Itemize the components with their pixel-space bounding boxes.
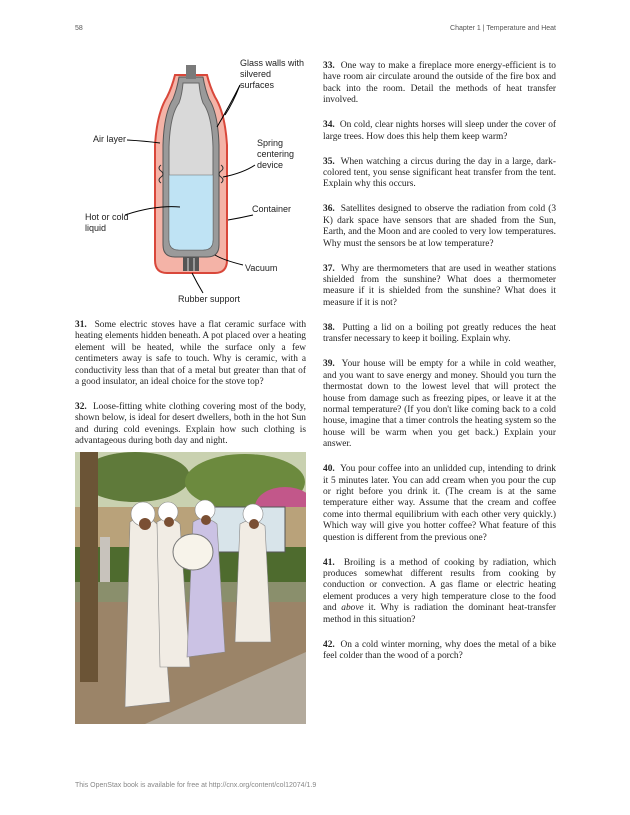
right-column-questions [323,61,556,676]
label-glass-walls: Glass walls with silvered surfaces [240,58,305,90]
left-column-questions [75,320,306,461]
question-37: 37. Why are thermometers that are used in weather stations shielded from the sunshine? What does a thermometer measure if it is shielded from the sunshine? What does it measure if it is not? [323,263,556,308]
question-41: 41. Broiling is a method of cooking by radiation, which produces somewhat different results from cooking by conduction or convection. A gas flame or electric heating element produces a very high temperature close to the food and above it. Why is radiation the dominant heat-transfer method in this situation? [323,557,557,625]
label-liquid: Hot or cold liquid [85,212,129,233]
thermos-diagram [75,55,306,310]
running-header: Chapter 1 | Temperature and Heat [450,25,556,32]
question-38: 38. Putting a lid on a boiling pot greatly reduces the heat transfer necessary to keep it boiling. Explain why. [323,322,557,345]
question-36: 36. Satellites designed to observe the radiation from cold (3 K) dark space have sensors that are shaded from the Sun, Earth, and the Moon and are cooled to very low temperatures. Why must the sensors be at low temperature? [323,204,557,249]
question-42: 42. On a cold winter morning, why does the metal of a bike feel colder than the wood of a porch? [323,639,557,661]
label-spring: Spring centering device [257,138,295,170]
question-31: 31. Some electric stoves have a flat ceramic surface with heating elements hidden beneath. A pot placed over a heating element will be heated, while the surface only a few centimeters away is safe to touch. Why is ceramic, with a conductivity less than that of a metal but greater than that of a good insulator, an ideal choice for the stove top? [75,320,307,388]
label-air-layer: Air layer [93,134,127,144]
question-34: 34. On cold, clear nights horses will sleep under the cover of large trees. How does this help them keep warm? [323,120,556,142]
question-39: 39. Your house will be empty for a while in cold weather, and you want to save energy and money. Should you turn the thermostat down to the lowest level that will protect the house from damage such as freezing pipes, or leave it at the normal temperature? (If you don't like coming back to a cold house, imagine that a timer controls the heating system so the house will be warm when you get back.) Explain your answer. [323,359,556,450]
question-35: 35. When watching a circus during the day in a large, dark-colored tent, you sense significant heat transfer from the tent. Explain why this occurs. [323,156,556,190]
label-vacuum: Vacuum [245,263,278,273]
musicians-photo-illustration [75,452,306,724]
label-container: Container [252,204,292,214]
page-footer: This OpenStax book is available for free at http://cnx.org/content/col12074/1.9 [75,782,317,789]
label-rubber-support: Rubber support [178,294,241,304]
question-40: 40. You pour coffee into an unlidded cup, intending to drink it 5 minutes later. You can add cream when you pour the cup or right before you drink it. (The cream is at the same temperature either way. Assume that the cream and coffee come into thermal equilibrium with each other very quickly.) Which way will give you hotter coffee? What feature of this question is different from the previous one? [323,464,556,543]
question-33: 33. One way to make a fireplace more energy-efficient is to have room air circulate around the outside of the fire box and back into the room. Detail the methods of heat transfer involved. [323,61,556,106]
page-number: 58 [75,25,83,32]
question-32: 32. Loose-fitting white clothing covering most of the body, shown below, is ideal for desert dwellers, both in the hot Sun and during cold evenings. Explain how such clothing is advantageous during both day and night. [75,402,307,447]
desert-clothing-photo [75,452,306,724]
